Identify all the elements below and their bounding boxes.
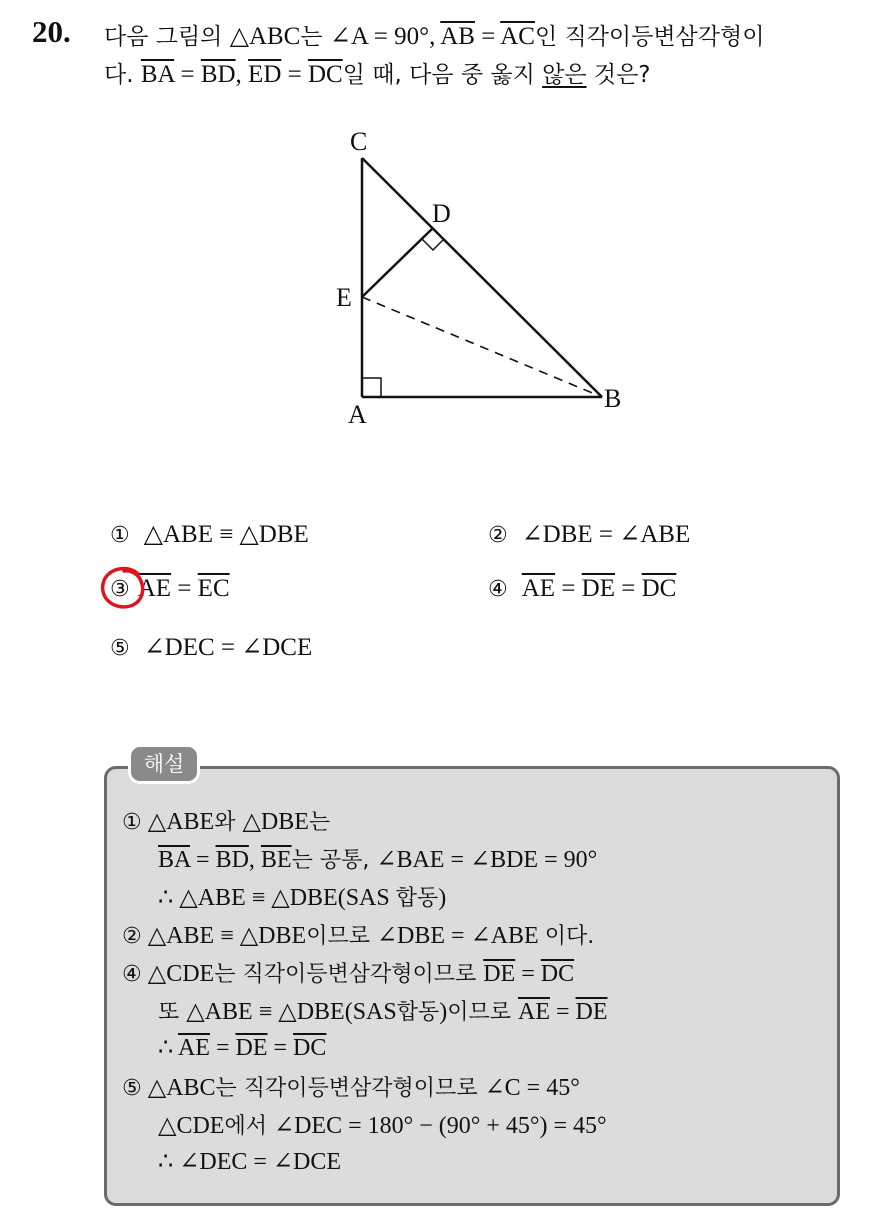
choice-text: ∠DBE = ∠ABE [521,521,691,548]
segment-de: $\overline{DE}$ [581,575,615,602]
equals-sign: = [174,61,201,88]
segment-de: $\overline{DE}$ [575,999,608,1025]
step-number: ② [122,924,142,949]
stem-text: 는 [300,24,330,50]
choice-number: ② [488,523,508,548]
question-number: 20. [32,14,71,49]
equals-sign: = [555,575,582,602]
label-d: D [432,199,451,228]
choice-number: ⑤ [110,636,130,661]
segment-ae: $\overline{AE}$ [137,575,172,602]
math-text: △CDE [147,961,215,987]
korean-text: 에서 [224,1114,274,1139]
equals-sign: = [515,961,541,987]
segment-dc: $\overline{DC}$ [641,575,677,602]
segment-de: $\overline{DE}$ [235,1035,268,1061]
right-angle-mark-a [362,378,381,397]
korean-text: 는 직각이등변삼각형이므로 [215,1076,485,1101]
math-text: ∠C = 45° [484,1075,580,1101]
korean-text: 는 [308,810,331,835]
step-number: ① [122,810,142,835]
side-bc [362,158,602,397]
solution-line-4 [122,919,594,950]
stem-text: 것은? [586,62,651,88]
stem-text: 다음 그림의 [104,24,230,50]
solution-line-2 [158,843,597,874]
solution-line-10 [158,1147,341,1176]
segment-eb-dashed [362,297,602,397]
math-text: △CDE [158,1113,225,1139]
segment-ae: $\overline{AE}$ [177,1035,210,1061]
math-text: ∠DEC = 180° − (90° + 45°) = 45° [273,1113,607,1139]
segment-bd: $\overline{BD}$ [215,847,249,873]
math-text: △ABE ≡ △DBE(SAS [186,999,397,1025]
korean-text: 합동 [395,886,439,911]
triangle-figure [300,110,660,440]
math-text: ) [439,999,448,1025]
choice-number: ④ [488,577,508,602]
math-text: △ABE ≡ △DBE [147,923,307,949]
solution-line-8 [122,1071,580,1102]
korean-text: 또 [158,1000,187,1025]
korean-text: 합동 [396,1000,440,1025]
math-text: ∴ △ABE ≡ △DBE(SAS [158,885,396,911]
equals-sign: = [171,575,198,602]
korean-text: 는 공통, [291,848,377,873]
step-number: ⑤ [122,1076,142,1101]
korean-text: 이므로 [447,1000,518,1025]
step-number: ④ [122,962,142,987]
segment-de: $\overline{DE}$ [483,961,516,987]
korean-text: 는 직각이등변삼각형이므로 [214,962,484,987]
math-text: △ABC [147,1075,216,1101]
choice-1[interactable] [110,519,309,549]
angle-a: ∠A = 90° [329,23,430,50]
triangle-abc: △ABC [229,23,301,50]
label-e: E [336,283,352,312]
choice-number: ① [110,523,130,548]
label-b: B [604,384,622,413]
solution-line-1 [122,805,330,836]
segment-bd: $\overline{BD}$ [200,61,236,88]
segment-ed-line [362,228,433,297]
choice-5[interactable] [110,632,312,662]
triangle-diagram [300,110,660,440]
solution-tag: 해설 [128,744,200,784]
solution-line-9 [158,1109,607,1140]
korean-text: 와 [214,810,243,835]
segment-ed: $\overline{ED}$ [248,61,282,88]
math-text: △DBE [242,809,309,835]
answer-mark-circle [98,564,150,612]
solution-line-6 [158,995,608,1026]
right-angle-mark-d [422,239,444,250]
solution-line-5 [122,957,574,988]
math-text: ) [438,885,447,911]
stem-text: , [429,23,441,50]
solution-line-7 [158,1033,326,1062]
equals-sign: = [267,1035,294,1061]
segment-ae: $\overline{AE}$ [517,999,550,1025]
math-text: ∠DBE = ∠ABE [376,923,545,949]
math-text: ∠BAE = ∠BDE = 90° [376,847,598,873]
segment-dc: $\overline{DC}$ [307,61,343,88]
segment-dc: $\overline{DC}$ [540,961,575,987]
segment-ae: $\overline{AE}$ [521,575,556,602]
korean-text: 이므로 [306,924,377,949]
equals-sign: = [209,1035,236,1061]
segment-be: $\overline{BE}$ [260,847,292,873]
equals-sign: = [281,61,308,88]
therefore-sign: ∴ [158,1035,178,1061]
segment-ec: $\overline{EC}$ [197,575,230,602]
question-stem-line-1 [104,18,764,51]
choice-text: ∠DEC = ∠DCE [143,634,313,661]
math-text: ∴ ∠DEC = ∠DCE [158,1149,342,1175]
segment-ab: $\overline{AB}$ [440,23,475,50]
equals-sign: = [615,575,642,602]
stem-text: , [235,61,249,88]
equals-sign: = [474,23,501,50]
segment-ac: $\overline{AC}$ [500,23,535,50]
stem-text: 인 직각이등변삼각형이 [534,24,765,50]
question-stem-line-2 [104,56,651,89]
stem-text: 다. [104,62,141,88]
segment-ba: $\overline{BA}$ [158,847,191,873]
stem-text: 일 때, 다음 중 옳지 [342,62,543,88]
choice-number: ③ [110,577,130,602]
choice-4[interactable] [488,575,676,603]
label-a: A [348,400,367,429]
equals-sign: = [549,999,576,1025]
solution-line-3 [158,881,446,912]
equals-sign: = [190,847,216,873]
underlined-word: 않은 [542,62,587,88]
math-text: △ABE [147,809,215,835]
segment-ba: $\overline{BA}$ [140,61,175,88]
choice-2[interactable] [488,519,690,549]
korean-text: 이다. [544,924,595,949]
label-c: C [350,127,368,156]
choice-text: △ABE ≡ △DBE [143,521,309,548]
comma: , [248,847,261,873]
segment-dc: $\overline{DC}$ [293,1035,327,1061]
